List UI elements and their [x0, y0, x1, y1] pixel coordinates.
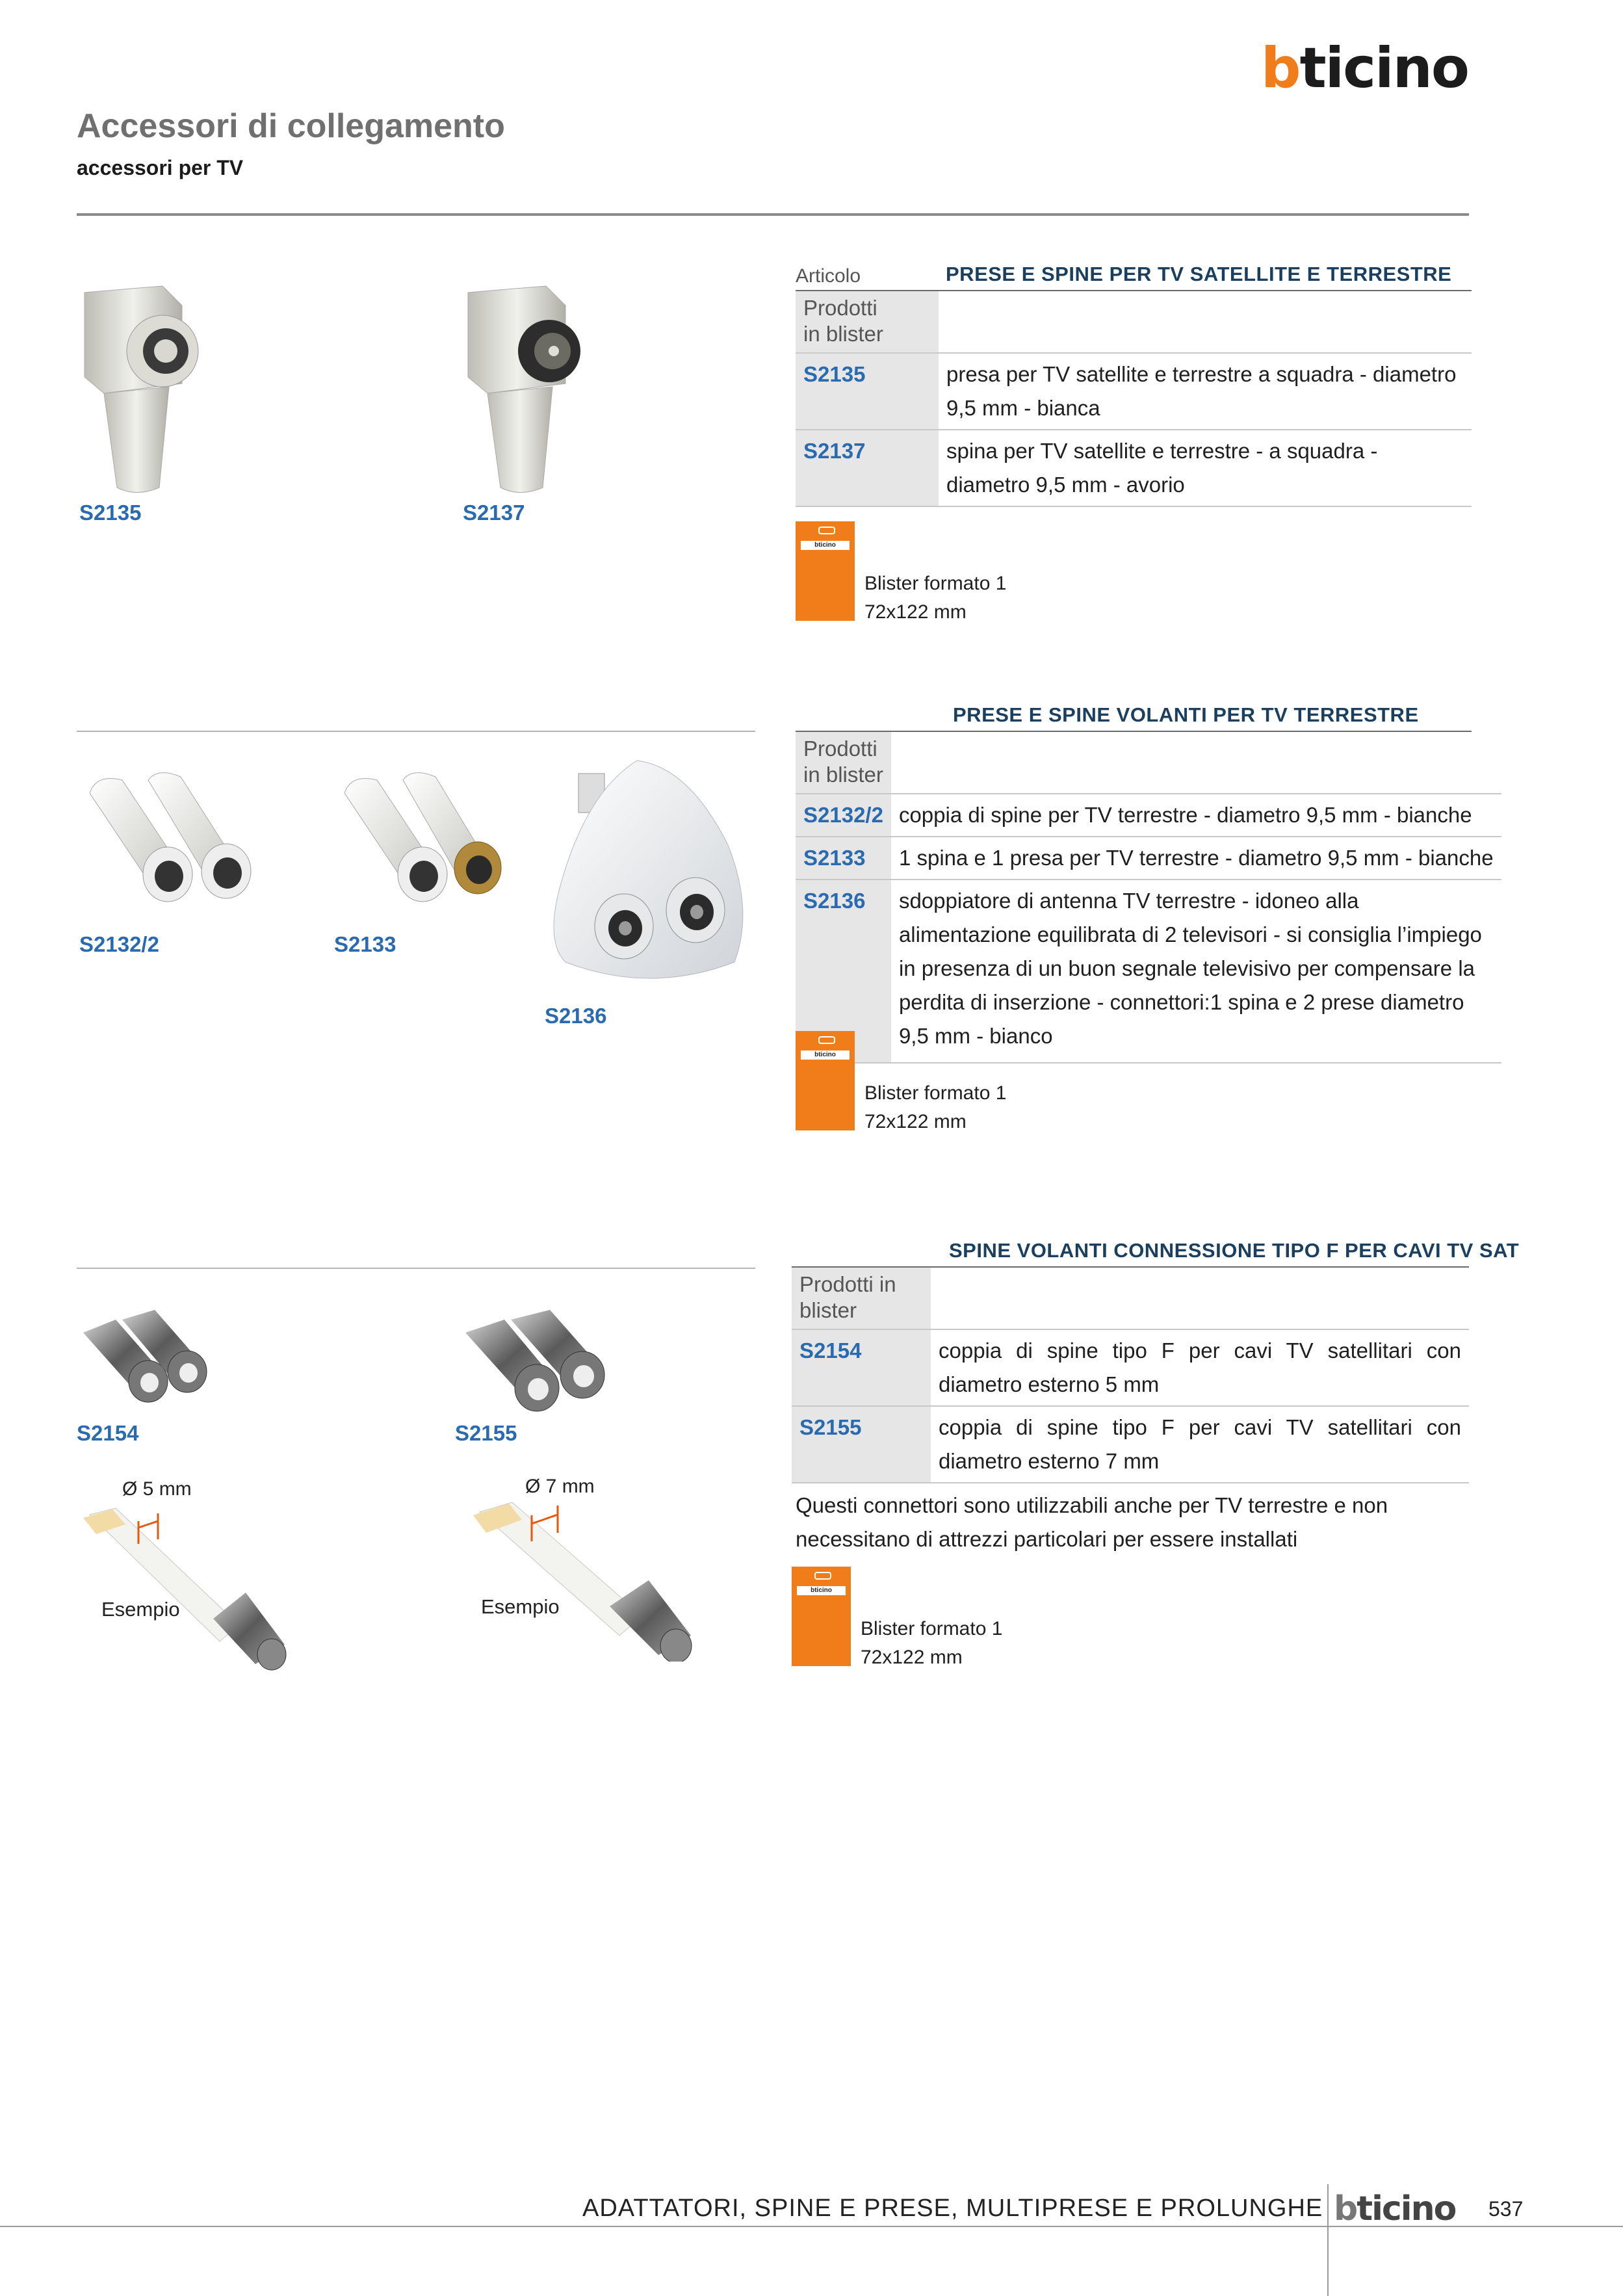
row-code: S2132/2: [796, 794, 891, 837]
col-header-article: Articolo: [796, 265, 861, 287]
product-image-s2133: [331, 767, 513, 923]
table-row: [796, 794, 1501, 837]
row-desc: 1 spina e 1 presa per TV terrestre - diametro 9,5 mm - bianche: [891, 837, 1501, 880]
row-code: S2135: [796, 353, 939, 430]
row-desc: sdoppiatore di antenna TV terrestre - idoneo alla alimentazione equilibrata di 2 televisori - si consiglia l’impiego in presenza di un buon segnale televisivo per compensare la perdita di inserzione - connettori:1 spina e 2 prese diametro 9,5 mm - bianco: [891, 880, 1501, 1063]
row-desc: coppia di spine tipo F per cavi TV satellitari con diametro esterno 5 mm: [931, 1329, 1469, 1406]
cable-example-5mm: [77, 1495, 298, 1671]
diameter-label-5mm: Ø 5 mm: [122, 1478, 192, 1500]
product-image-s2132-2: [77, 767, 259, 923]
table-row: [792, 1329, 1469, 1406]
footer-vrule: [1327, 2184, 1329, 2296]
section3-heading: SPINE VOLANTI CONNESSIONE TIPO F PER CAVI TV SAT: [949, 1239, 1520, 1262]
brand-logo-rest: ticino: [1299, 36, 1468, 101]
row-code: S2136: [796, 880, 891, 1063]
product-image-s2135: [71, 280, 214, 501]
product-image-s2154: [77, 1307, 220, 1411]
example-label-2: Esempio: [481, 1595, 560, 1618]
footer-brand-logo-b: b: [1334, 2189, 1357, 2228]
footer-brand-logo-rest: ticino: [1357, 2189, 1456, 2228]
image-label-s2155: S2155: [455, 1421, 517, 1445]
image-label-s2136: S2136: [545, 1004, 607, 1028]
section3-left-divider: [77, 1268, 755, 1269]
example-label-1: Esempio: [101, 1598, 180, 1621]
image-label-s2135: S2135: [79, 501, 142, 525]
header-divider: [77, 213, 1469, 216]
section3-table: [792, 1268, 1469, 1483]
row-desc: presa per TV satellite e terrestre a squadra - diametro 9,5 mm - bianca: [939, 353, 1472, 430]
image-label-s2137: S2137: [463, 501, 525, 525]
page-title: Accessori di collegamento: [77, 107, 505, 145]
row-desc: coppia di spine tipo F per cavi TV satellitari con diametro esterno 7 mm: [931, 1406, 1469, 1483]
product-image-s2137: [455, 280, 598, 501]
product-image-s2136: [539, 748, 760, 1008]
page-subtitle: accessori per TV: [77, 156, 244, 179]
blister-cell: [931, 1268, 1469, 1329]
brand-logo-b: b: [1261, 36, 1300, 101]
image-label-s2133: S2133: [334, 932, 396, 956]
row-code: S2133: [796, 837, 891, 880]
blister-icon: bticino: [796, 521, 855, 621]
blister-cell: [939, 291, 1472, 353]
table-row: [796, 837, 1501, 880]
blister-label: Prodotti in blister: [796, 732, 891, 794]
section3-note: Questi connettori sono utilizzabili anche per TV terrestre e non necessitano di attrezzi particolari per essere installati: [796, 1493, 1388, 1551]
table-row: [796, 353, 1472, 430]
section2-table: [796, 732, 1501, 1063]
section2-heading: PRESE E SPINE VOLANTI PER TV TERRESTRE: [953, 703, 1419, 726]
row-code: S2137: [796, 430, 939, 506]
brand-logo: [1261, 36, 1468, 101]
page-number: 537: [1488, 2197, 1524, 2221]
table-row: [796, 291, 1472, 353]
footer-section-title: ADATTATORI, SPINE E PRESE, MULTIPRESE E PROLUNGHE: [582, 2195, 1323, 2222]
blister-format: Blister formato 1 72x122 mm: [861, 1618, 1003, 1668]
blister-label: Prodotti in blister: [792, 1268, 931, 1329]
image-label-s2154: S2154: [77, 1421, 139, 1445]
table-row: [792, 1268, 1469, 1329]
row-code: S2154: [792, 1329, 931, 1406]
image-label-s2132-2: S2132/2: [79, 932, 159, 956]
section1-table: [796, 291, 1472, 507]
blister-cell: [891, 732, 1501, 794]
cable-example-7mm: [467, 1493, 701, 1662]
product-image-s2155: [459, 1307, 615, 1417]
row-code: S2155: [792, 1406, 931, 1483]
blister-format: Blister formato 1 72x122 mm: [864, 573, 1007, 623]
section2-left-divider: [77, 731, 755, 732]
blister-format: Blister formato 1 72x122 mm: [864, 1082, 1007, 1132]
row-desc: spina per TV satellite e terrestre - a squadra - diametro 9,5 mm - avorio: [939, 430, 1472, 506]
diameter-label-7mm: Ø 7 mm: [525, 1476, 595, 1497]
row-desc: coppia di spine per TV terrestre - diametro 9,5 mm - bianche: [891, 794, 1501, 837]
blister-icon: bticino: [796, 1031, 855, 1130]
table-row: [792, 1406, 1469, 1483]
section1-heading: PRESE E SPINE PER TV SATELLITE E TERRESTRE: [946, 263, 1452, 285]
blister-label: Prodotti in blister: [796, 291, 939, 353]
blister-icon: bticino: [792, 1567, 851, 1666]
footer-brand-logo: [1334, 2189, 1456, 2228]
table-row: [796, 430, 1472, 506]
table-row: [796, 880, 1501, 1063]
table-row: [796, 732, 1501, 794]
